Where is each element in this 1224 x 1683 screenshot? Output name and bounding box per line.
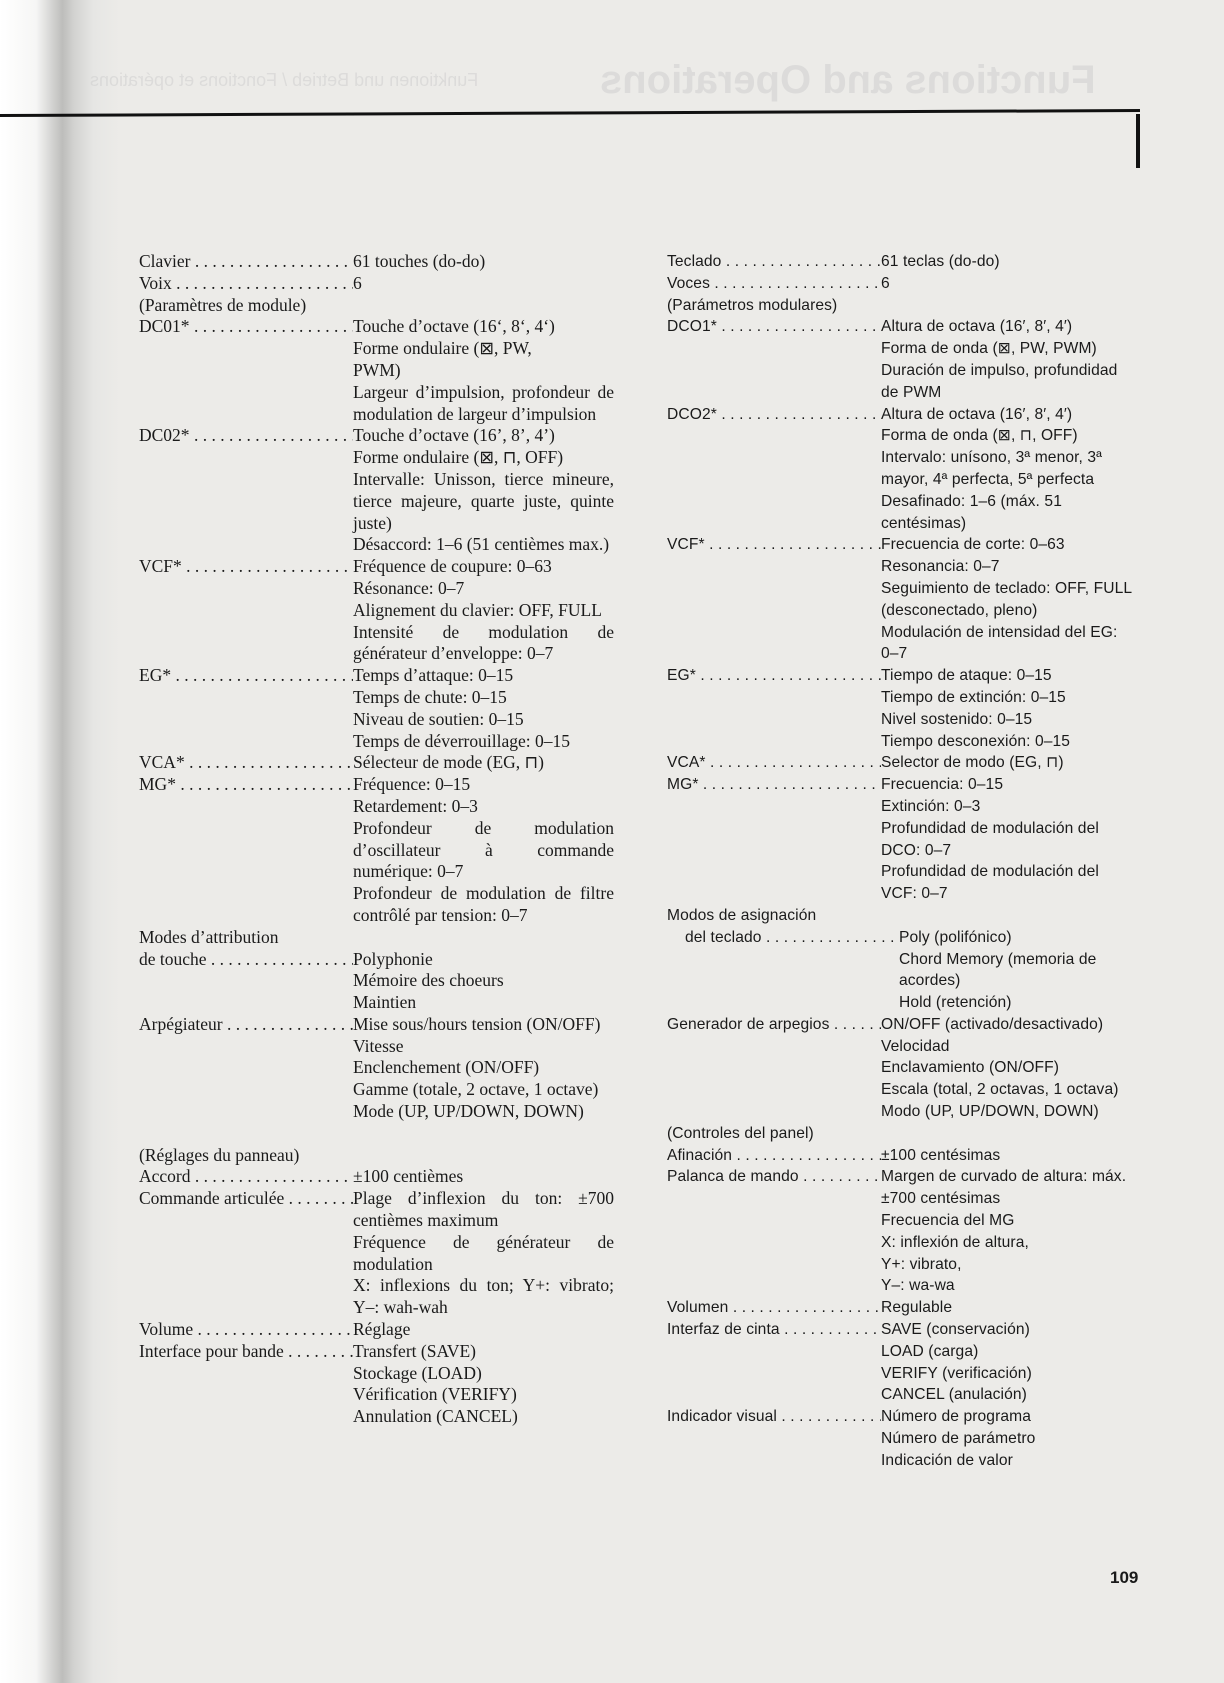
spec-term: Indicador visual . . . [667, 1406, 881, 1428]
spec-term: Interface pour bande . . . [139, 1341, 353, 1363]
spec-entry [667, 1319, 1137, 1406]
spec-value: Temps d’attaque: 0–15 [353, 665, 514, 686]
spec-value: Vitesse [353, 1035, 404, 1056]
spec-value: Seguimiento de teclado: OFF, FULL (desconectado, pleno) [881, 579, 1132, 619]
spec-values [353, 1166, 614, 1188]
spec-values [881, 404, 1137, 535]
spec-values [881, 1406, 1137, 1471]
spec-entry [139, 1166, 614, 1188]
spec-value: Résonance: 0–7 [353, 577, 465, 598]
spec-value: SAVE (conservación) [881, 1321, 1030, 1339]
spec-term: DC01* . . . [139, 316, 353, 338]
spec-entry [139, 1014, 614, 1123]
spec-entry [139, 1188, 614, 1319]
spec-value: Forma de onda (⊠, PW, PWM) [881, 340, 1097, 358]
spec-term: Accord . . . [139, 1166, 353, 1188]
spec-entry [667, 534, 1137, 665]
spec-entry [667, 251, 1137, 273]
french-spec-column [139, 251, 614, 1428]
spec-values [353, 949, 614, 1014]
spec-value: Intervalle: Unisson, tierce mineure, tierce majeure, quarte juste, quinte juste) [353, 468, 614, 533]
spec-value: Indicación de valor [881, 1451, 1013, 1469]
spec-entry [667, 273, 1137, 295]
spec-value: 61 touches (do-do) [353, 251, 486, 271]
header-rule [0, 109, 1140, 117]
spec-value: Vérification (VERIFY) [353, 1384, 517, 1405]
section-heading: (Paramètres de module) [139, 294, 307, 315]
header-title: Functions and Operations [600, 58, 1096, 102]
spec-values [353, 1341, 614, 1428]
spec-entry [667, 665, 1137, 752]
spec-term: Teclado . . . [667, 251, 881, 273]
spec-value: Retardement: 0–3 [353, 795, 478, 816]
spec-values [353, 1188, 614, 1319]
spec-entry [667, 927, 1137, 1014]
spec-value: Margen de curvado de altura: máx. ±700 centésimas [881, 1168, 1127, 1208]
spec-term: EG* . . . [667, 665, 881, 687]
spec-entry [139, 316, 614, 425]
spec-values [353, 774, 614, 927]
spec-value: Touche d’octave (16’, 8’, 4’) [353, 425, 555, 446]
spec-values [881, 1319, 1137, 1406]
spec-value: CANCEL (anulación) [881, 1386, 1027, 1404]
spec-value: Maintien [353, 992, 417, 1013]
spec-value: Hold (retención) [899, 994, 1012, 1012]
spec-term: VCF* . . . [139, 556, 353, 578]
spec-value: Enclenchement (ON/OFF) [353, 1057, 540, 1078]
spec-values [353, 251, 614, 273]
spec-value: Désaccord: 1–6 (51 centièmes max.) [353, 534, 610, 555]
spec-value: Desafinado: 1–6 (máx. 51 centésimas) [881, 492, 1062, 532]
spec-values [353, 1319, 614, 1341]
spec-term: de touche . . . [139, 949, 353, 971]
spec-entry [139, 752, 614, 774]
spec-value: X: inflexions du ton; Y+: vibrato; Y–: wah-wah [353, 1275, 614, 1318]
spec-value: VERIFY (verificación) [881, 1364, 1032, 1382]
spec-value: Polyphonie [353, 948, 433, 969]
spec-term: MG* . . . [139, 774, 353, 796]
spec-value: Mise sous/hours tension (ON/OFF) [353, 1013, 601, 1034]
spec-term: DCO2* . . . [667, 404, 881, 426]
spec-values [353, 273, 614, 295]
spec-value: Velocidad [881, 1037, 950, 1055]
spec-value: Forma de onda (⊠, ⊓, OFF) [881, 427, 1078, 445]
spec-term: Commande articulée . . . [139, 1188, 353, 1210]
spec-value: Plage d’inflexion du ton: ±700 centièmes maximum [353, 1188, 614, 1231]
spec-value: Número de parámetro [881, 1430, 1036, 1448]
spec-value: Forme ondulaire (⊠, ⊓, OFF) [353, 447, 564, 468]
spec-value: 6 [881, 274, 890, 292]
spec-term: Clavier . . . [139, 251, 353, 273]
spec-values [353, 665, 614, 752]
spec-values [353, 556, 614, 665]
section-heading: Modos de asignación [667, 906, 817, 924]
spec-entry [139, 1319, 614, 1341]
spec-value: Frecuencia de corte: 0–63 [881, 536, 1065, 554]
spec-value: LOAD (carga) [881, 1342, 979, 1360]
spec-values [881, 251, 1137, 273]
spec-value: 6 [353, 272, 362, 293]
page-number: 109 [1110, 1568, 1139, 1587]
spec-term: Generador de arpegios . . . [667, 1014, 881, 1036]
spec-value: Resonancia: 0–7 [881, 558, 1000, 576]
spec-value: Gamme (totale, 2 octave, 1 octave) [353, 1079, 599, 1100]
spec-value: Intervalo: unísono, 3ª menor, 3ª mayor, 4ª perfecta, 5ª perfecta [881, 449, 1103, 488]
spec-value: Regulable [881, 1299, 953, 1317]
spec-values [353, 752, 614, 774]
spec-value: Profundidad de modulación del VCF: 0–7 [881, 863, 1099, 903]
spec-value: Temps de déverrouillage: 0–15 [353, 730, 570, 751]
spec-entry [139, 949, 614, 1014]
book-spine-shadow [0, 0, 120, 1683]
spec-value: Número de programa [881, 1408, 1032, 1426]
spec-value: Forme ondulaire (⊠, PW, [353, 338, 532, 359]
spec-entry [139, 665, 614, 752]
spec-value: Fréquence de générateur de modulation [353, 1231, 614, 1274]
spec-term: del teclado . . . [667, 927, 899, 949]
spec-values [881, 752, 1137, 774]
spec-entry [667, 316, 1137, 403]
spec-value: X: inflexión de altura, [881, 1233, 1029, 1251]
spec-values [353, 1014, 614, 1123]
spec-value: Enclavamiento (ON/OFF) [881, 1059, 1060, 1077]
spec-entry [139, 556, 614, 665]
spec-value: 61 teclas (do-do) [881, 253, 1000, 270]
spec-value: Sélecteur de mode (EG, ⊓) [353, 752, 545, 773]
spec-value: Niveau de soutien: 0–15 [353, 708, 524, 729]
spec-value: PWM) [353, 359, 401, 380]
spec-entry [139, 273, 614, 295]
spec-value: ON/OFF (activado/desactivado) [881, 1015, 1104, 1033]
spec-term: VCA* . . . [139, 752, 353, 774]
page-header [0, 40, 1224, 170]
spec-value: Intensité de modulation de générateur d’enveloppe: 0–7 [353, 621, 614, 664]
spec-entry [667, 752, 1137, 774]
spec-value: Mode (UP, UP/DOWN, DOWN) [353, 1101, 584, 1122]
section-heading: Modes d’attribution [139, 926, 279, 947]
spacer [139, 1123, 614, 1145]
spanish-spec-column [667, 251, 1137, 1472]
spec-value: Y–: wa-wa [881, 1277, 955, 1295]
spec-values [881, 1145, 1137, 1167]
spec-value: ±100 centièmes [353, 1166, 464, 1187]
spec-value: Fréquence de coupure: 0–63 [353, 556, 552, 577]
spec-value: Profondeur de modulation de filtre contrôlé par tension: 0–7 [353, 883, 614, 925]
spec-value: Alignement du clavier: OFF, FULL [353, 599, 602, 620]
spec-value: Chord Memory (memoria de acordes) [899, 950, 1097, 990]
spec-value: Duración de impulso, profundidad de PWM [881, 361, 1118, 401]
spec-term: Voces . . . [667, 273, 881, 295]
spec-value: Transfert (SAVE) [353, 1340, 476, 1361]
spec-values [881, 1166, 1137, 1297]
spec-entry [667, 1166, 1137, 1297]
spec-value: Escala (total, 2 octavas, 1 octava) [881, 1081, 1119, 1099]
spec-value: Fréquence: 0–15 [353, 774, 471, 795]
spec-value: Altura de octava (16′, 8′, 4′) [881, 405, 1073, 423]
spec-values [881, 273, 1137, 295]
spec-value: Mémoire des choeurs [353, 970, 504, 991]
spec-value: Profundidad de modulación del DCO: 0–7 [881, 819, 1099, 859]
header-tick [1136, 114, 1140, 168]
spec-value: Poly (polifónico) [899, 928, 1012, 946]
spec-term: VCA* . . . [667, 752, 881, 774]
spec-value: Extinción: 0–3 [881, 797, 981, 815]
spec-entry [139, 251, 614, 273]
section-heading: (Controles del panel) [667, 1124, 814, 1142]
spec-value: Stockage (LOAD) [353, 1362, 482, 1383]
spec-value: Touche d’octave (16‘, 8‘, 4‘) [353, 316, 555, 337]
spec-entry [139, 1341, 614, 1428]
spec-values [353, 316, 614, 425]
spec-value: Tiempo desconexión: 0–15 [881, 732, 1071, 750]
spec-value: Modo (UP, UP/DOWN, DOWN) [881, 1103, 1099, 1121]
spec-value: Frecuencia: 0–15 [881, 776, 1004, 794]
spec-value: Y+: vibrato, [881, 1255, 962, 1273]
spec-values [899, 927, 1137, 1014]
spec-value: Modulación de intensidad del EG: 0–7 [881, 623, 1118, 663]
spec-value: Selector de modo (EG, ⊓) [881, 754, 1064, 772]
spec-entry [139, 774, 614, 927]
section-heading: (Parámetros modulares) [667, 296, 838, 314]
spec-value: Réglage [353, 1319, 411, 1340]
spec-entry [667, 1297, 1137, 1319]
spec-term: Arpégiateur . . . [139, 1014, 353, 1036]
spec-value: Nivel sostenido: 0–15 [881, 710, 1033, 728]
spec-term: Interfaz de cinta . . . [667, 1319, 881, 1341]
spec-term: DCO1* . . . [667, 316, 881, 338]
spec-value: Altura de octava (16′, 8′, 4′) [881, 318, 1073, 336]
spec-term: Palanca de mando . . . [667, 1166, 881, 1188]
spec-entry [667, 1145, 1137, 1167]
spec-term: Volumen . . . [667, 1297, 881, 1319]
spec-values [881, 534, 1137, 665]
spec-value: Tiempo de extinción: 0–15 [881, 688, 1066, 706]
spec-value: Temps de chute: 0–15 [353, 686, 507, 707]
spec-term: Voix . . . [139, 273, 353, 295]
spec-entry [667, 1406, 1137, 1471]
spec-term: VCF* . . . [667, 534, 881, 556]
spec-values [353, 425, 614, 556]
spec-values [881, 1297, 1137, 1319]
header-subtitle: Funktionen und Betrieb / Fonctions et opérations [90, 70, 479, 90]
spec-term: Volume . . . [139, 1319, 353, 1341]
spec-entry [667, 774, 1137, 905]
spec-value: ±100 centésimas [881, 1146, 1001, 1164]
spec-values [881, 1014, 1137, 1123]
spec-value: Profondeur de modulation d’oscillateur à commande numérique: 0–7 [353, 817, 614, 882]
spec-value: Largeur d’impulsion, profondeur de modulation de largeur d’impulsion [353, 381, 614, 424]
spec-entry [667, 1014, 1137, 1123]
spec-values [881, 665, 1137, 752]
spec-values [881, 774, 1137, 905]
spec-value: Annulation (CANCEL) [353, 1406, 518, 1427]
spec-value: Frecuencia del MG [881, 1212, 1015, 1230]
spec-term: MG* . . . [667, 774, 881, 796]
spec-term: Afinación . . . [667, 1145, 881, 1167]
spec-entry [667, 404, 1137, 535]
section-heading: (Réglages du panneau) [139, 1144, 300, 1165]
spec-term: DC02* . . . [139, 425, 353, 447]
spec-values [881, 316, 1137, 403]
spec-entry [139, 425, 614, 556]
spec-value: Tiempo de ataque: 0–15 [881, 667, 1052, 685]
spec-term: EG* . . . [139, 665, 353, 687]
